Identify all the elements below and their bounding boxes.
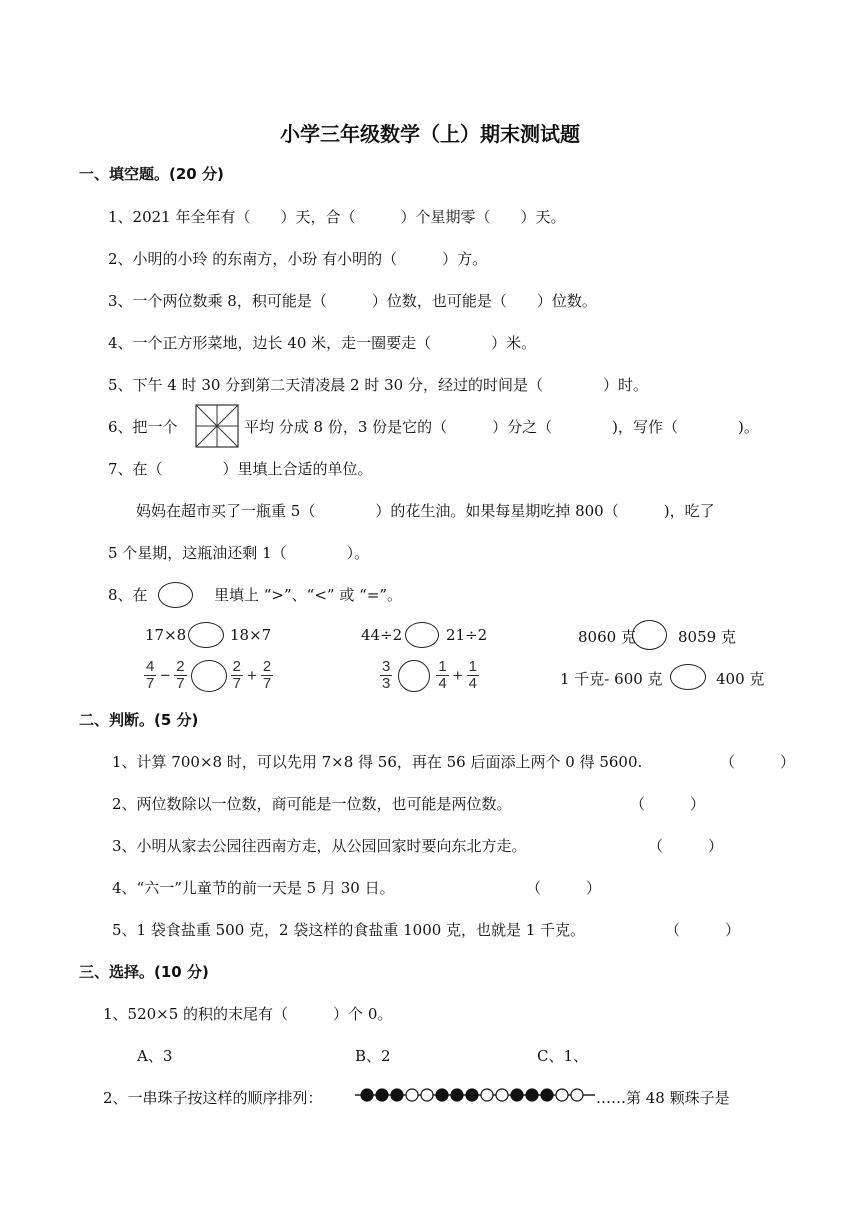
question-1-6-prefix: 6、把一个	[108, 418, 178, 436]
choice-1: 1、520×5 的积的末尾有（ ）个 0。	[103, 1005, 393, 1023]
fraction: $\frac{4}{7}$	[146, 658, 155, 692]
compare-2-oval[interactable]	[405, 622, 439, 648]
judge-2: 2、两位数除以一位数，商可能是一位数，也可能是两位数。	[112, 795, 512, 813]
compare-5-oval[interactable]	[398, 660, 430, 692]
question-1-5: 5、下午 4 时 30 分到第二天清凌晨 2 时 30 分，经过的时间是（ ）时。	[108, 376, 648, 394]
compare-6-oval[interactable]	[670, 664, 706, 690]
white-bead	[571, 1089, 583, 1101]
fraction: $\frac{1}{4}$	[438, 658, 447, 692]
choice-1-option-a[interactable]: A、3	[137, 1047, 173, 1065]
judge-2-blank[interactable]: （ ）	[630, 795, 706, 813]
fraction: $\frac{3}{3}$	[382, 658, 391, 692]
section-heading-fill-in: 一、填空题。(20 分)	[79, 165, 224, 183]
choice-2-suffix: ……第 48 颗珠子是	[596, 1089, 730, 1107]
compare-5-expression: $\frac{3}{3}$ $\frac{1}{4}$ + $\frac{1}{4}$	[382, 658, 477, 692]
judge-4: 4、“六一”儿童节的前一天是 5 月 30 日。	[112, 879, 395, 897]
white-bead	[481, 1089, 493, 1101]
black-bead	[376, 1089, 388, 1101]
page-title: 小学三年级数学（上）期末测试题	[280, 122, 580, 146]
compare-3-oval[interactable]	[632, 620, 667, 650]
compare-3-right: 8059 克	[678, 628, 736, 646]
choice-1-option-b[interactable]: B、2	[355, 1047, 391, 1065]
question-1-4: 4、一个正方形菜地，边长 40 米，走一圈要走（ ）米。	[108, 334, 537, 352]
choice-2-prefix: 2、一串珠子按这样的顺序排列：	[103, 1089, 323, 1107]
judge-3-blank[interactable]: （ ）	[648, 837, 724, 855]
compare-4-oval[interactable]	[191, 660, 227, 692]
question-1-7-line2: 5 个星期，这瓶油还剩 1（ ）。	[108, 544, 370, 562]
judge-3: 3、小明从家去公园往西南方走，从公园回家时要向东北方走。	[112, 837, 527, 855]
compare-1-left: 17×8	[145, 626, 187, 644]
question-1-3: 3、一个两位数乘 8，积可能是（ ）位数，也可能是（ ）位数。	[108, 292, 597, 310]
bead-string	[355, 1086, 595, 1104]
question-1-7-line1: 妈妈在超市买了一瓶重 5（ ）的花生油。如果每星期吃掉 800（ )，吃了	[136, 502, 715, 520]
white-bead	[556, 1089, 568, 1101]
white-bead	[421, 1089, 433, 1101]
compare-4-expression: $\frac{4}{7}$ − $\frac{2}{7}$ $\frac{2}{7}$ + $\frac{2}{7}$	[146, 658, 272, 692]
question-1-7: 7、在（ ）里填上合适的单位。	[108, 460, 373, 478]
compare-2-right: 21÷2	[446, 626, 488, 644]
section-heading-choice: 三、选择。(10 分)	[79, 963, 209, 981]
question-1-8-suffix: 里填上 “>”、“<” 或 “=”。	[214, 586, 403, 604]
compare-6-right: 400 克	[716, 670, 765, 688]
black-bead	[541, 1089, 553, 1101]
compare-6-left: 1 千克- 600 克	[560, 670, 663, 688]
compare-1-oval[interactable]	[188, 622, 224, 648]
white-bead	[496, 1089, 508, 1101]
judge-1-blank[interactable]: （ ）	[720, 753, 796, 771]
judge-4-blank[interactable]: （ ）	[526, 879, 602, 897]
black-bead	[526, 1089, 538, 1101]
white-bead	[406, 1089, 418, 1101]
black-bead	[511, 1089, 523, 1101]
fraction: $\frac{2}{7}$	[176, 658, 185, 692]
black-bead	[391, 1089, 403, 1101]
black-bead	[451, 1089, 463, 1101]
compare-3-left: 8060 克	[578, 628, 636, 646]
question-1-8-prefix: 8、在	[108, 586, 148, 604]
judge-1: 1、计算 700×8 时，可以先用 7×8 得 56，再在 56 后面添上两个 0 得 5600.	[112, 753, 643, 771]
compare-2-left: 44÷2	[361, 626, 403, 644]
section-heading-true-false: 二、判断。(5 分)	[79, 711, 199, 729]
black-bead	[466, 1089, 478, 1101]
fraction: $\frac{2}{7}$	[232, 658, 241, 692]
black-bead	[361, 1089, 373, 1101]
black-bead	[436, 1089, 448, 1101]
answer-oval-example	[158, 582, 193, 608]
fraction: $\frac{2}{7}$	[262, 658, 272, 692]
question-1-1: 1、2021 年全年有（ ）天，合（ ）个星期零（ ）天。	[108, 208, 566, 226]
compare-1-right: 18×7	[230, 626, 272, 644]
choice-1-option-c[interactable]: C、1、	[537, 1047, 589, 1065]
divided-square-figure	[195, 404, 239, 448]
question-1-2: 2、小明的小玲 的东南方，小玢 有小明的（ ）方。	[108, 250, 488, 268]
fraction: $\frac{1}{4}$	[468, 658, 477, 692]
judge-5: 5、1 袋食盐重 500 克，2 袋这样的食盐重 1000 克，也就是 1 千克。	[112, 921, 586, 939]
judge-5-blank[interactable]: （ ）	[665, 921, 741, 939]
question-1-6-suffix: 平均 分成 8 份，3 份是它的（ ）分之（ )，写作（ )。	[244, 418, 759, 436]
